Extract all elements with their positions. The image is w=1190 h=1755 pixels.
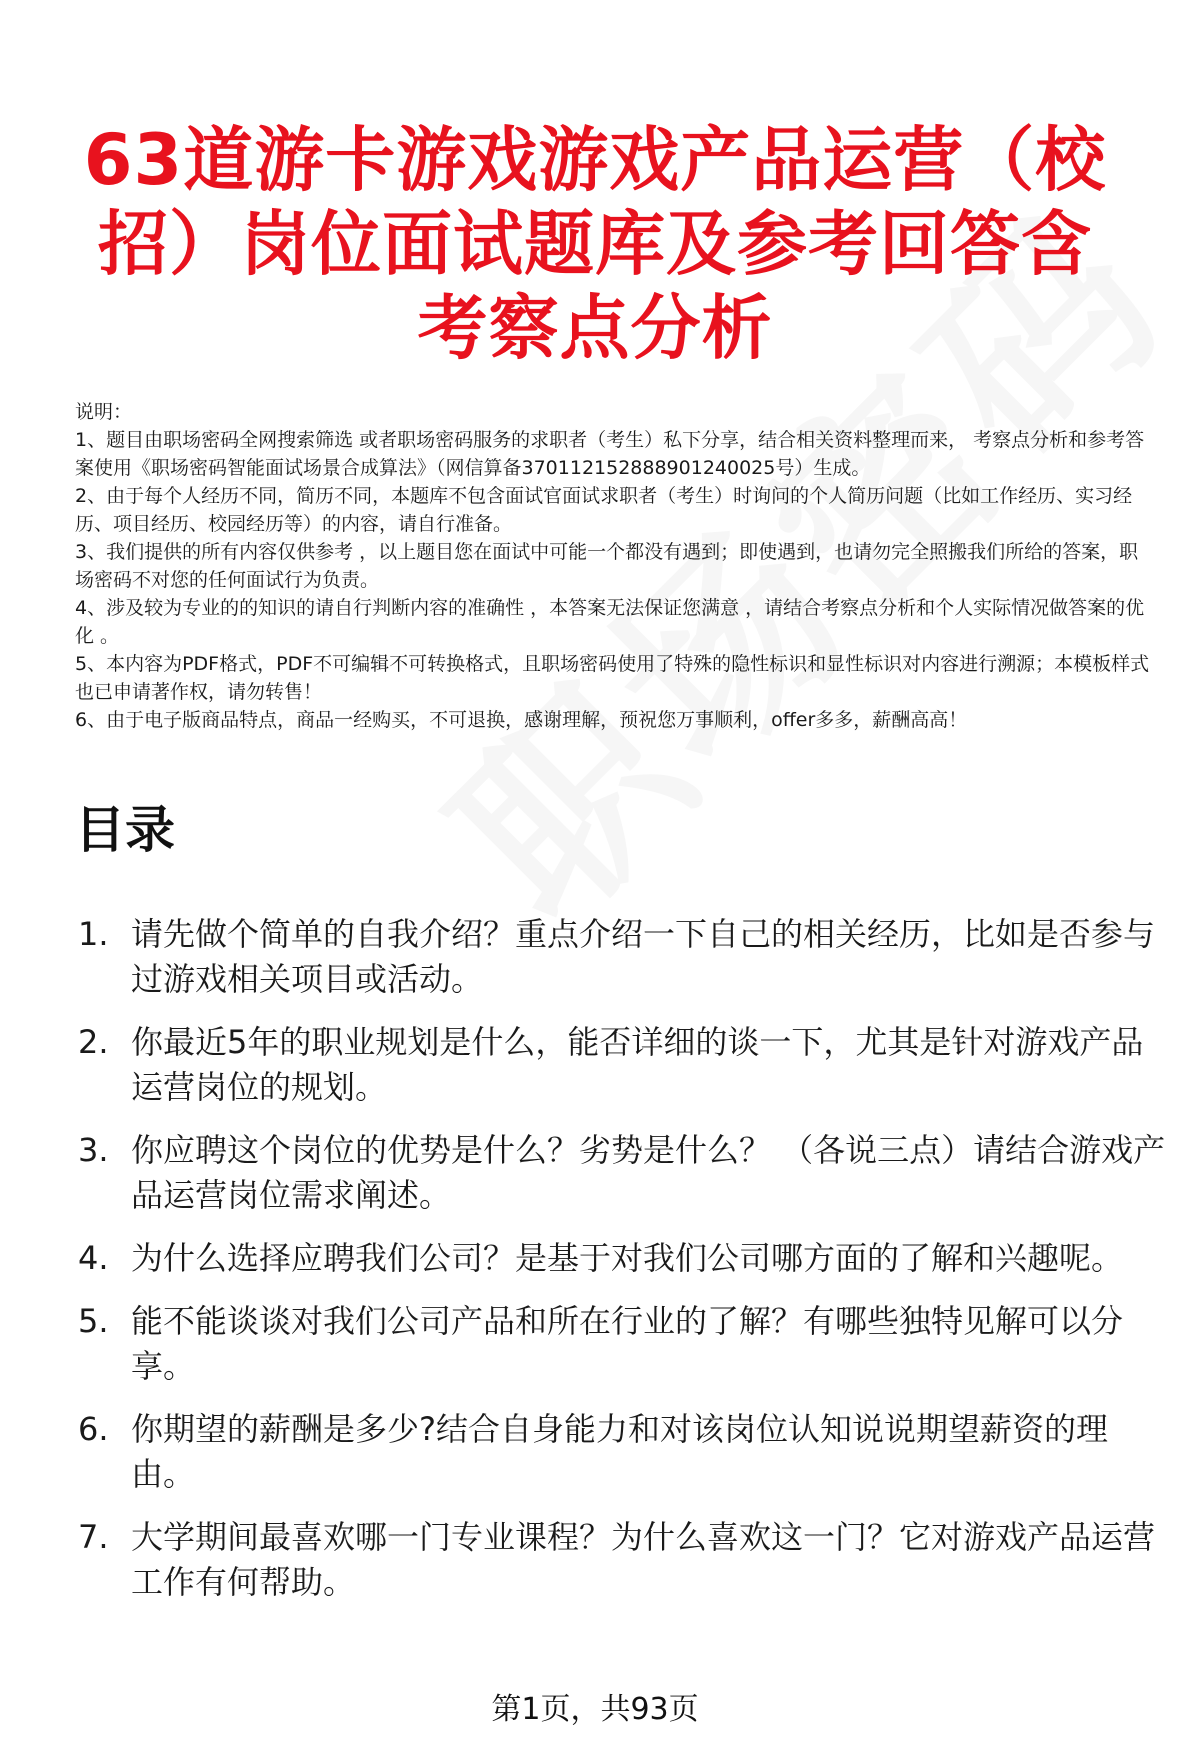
toc-item-text[interactable]: 你期望的薪酬是多少?结合自身能力和对该岗位认知说说期望薪资的理由。 (131, 1410, 1108, 1493)
toc-item[interactable] (75, 912, 1170, 1002)
toc-item-text[interactable]: 大学期间最喜欢哪一门专业课程？为什么喜欢这一门？它对游戏产品运营工作有何帮助。 (131, 1518, 1156, 1601)
toc-item[interactable] (75, 1515, 1170, 1605)
toc-item[interactable] (75, 1020, 1170, 1110)
note-item: 1、题目由职场密码全网搜索筛选 或者职场密码服务的求职者（考生）私下分享，结合相关资料整理而来， 考察点分析和参考答案使用《职场密码智能面试场景合成算法》（网信算备370112152888901240025号）生成。 (75, 429, 1145, 479)
toc-item-text[interactable]: 能不能谈谈对我们公司产品和所在行业的了解？有哪些独特见解可以分享。 (131, 1302, 1124, 1385)
toc-item-number: 5. (78, 1302, 109, 1340)
toc-item[interactable] (75, 1299, 1170, 1389)
document-title: 63道游卡游戏游戏产品运营（校招）岗位面试题库及参考回答含考察点分析 (83, 119, 1107, 369)
page-number-footer: 第1页，共93页 (491, 1692, 699, 1727)
toc-item-number: 4. (78, 1239, 109, 1277)
notes-section (75, 398, 1155, 734)
toc-item-number: 1. (78, 915, 109, 953)
toc-heading: 目录 (75, 801, 175, 859)
toc-item-text[interactable]: 为什么选择应聘我们公司？是基于对我们公司哪方面的了解和兴趣呢。 (131, 1239, 1124, 1277)
notes-heading: 说明： (75, 401, 133, 423)
toc-item-text[interactable]: 请先做个简单的自我介绍？重点介绍一下自己的相关经历，比如是否参与过游戏相关项目或活动。 (131, 915, 1156, 998)
toc-item-text[interactable]: 你应聘这个岗位的优势是什么？劣势是什么？ （各说三点）请结合游戏产品运营岗位需求阐述。 (131, 1131, 1166, 1214)
note-item: 6、由于电子版商品特点，商品一经购买，不可退换，感谢理解，预祝您万事顺利，offer多多，薪酬高高！ (75, 709, 968, 731)
note-item: 4、涉及较为专业的的知识的请自行判断内容的准确性 ，本答案无法保证您满意 ，请结合考察点分析和个人实际情况做答案的优化 。 (75, 597, 1145, 647)
toc-item[interactable] (75, 1407, 1170, 1497)
toc-item-number: 2. (78, 1023, 109, 1061)
toc-item-text[interactable]: 你最近5年的职业规划是什么，能否详细的谈一下，尤其是针对游戏产品运营岗位的规划。 (131, 1023, 1144, 1106)
note-item: 5、本内容为PDF格式，PDF不可编辑不可转换格式，且职场密码使用了特殊的隐性标识和显性标识对内容进行溯源；本模板样式也已申请著作权，请勿转售！ (75, 653, 1150, 703)
note-item: 3、我们提供的所有内容仅供参考 ，以上题目您在面试中可能一个都没有遇到；即使遇到，也请勿完全照搬我们所给的答案，职场密码不对您的任何面试行为负责。 (75, 541, 1139, 591)
toc-item-number: 3. (78, 1131, 109, 1169)
toc-item-number: 6. (78, 1410, 109, 1448)
note-item: 2、由于每个人经历不同，简历不同，本题库不包含面试官面试求职者（考生）时询问的个人简历问题（比如工作经历、实习经历、项目经历、校园经历等）的内容，请自行准备。 (75, 485, 1133, 535)
toc-item[interactable] (75, 1128, 1170, 1218)
toc-list (75, 912, 1170, 1623)
toc-item-number: 7. (78, 1518, 109, 1556)
toc-item[interactable] (75, 1236, 1170, 1281)
